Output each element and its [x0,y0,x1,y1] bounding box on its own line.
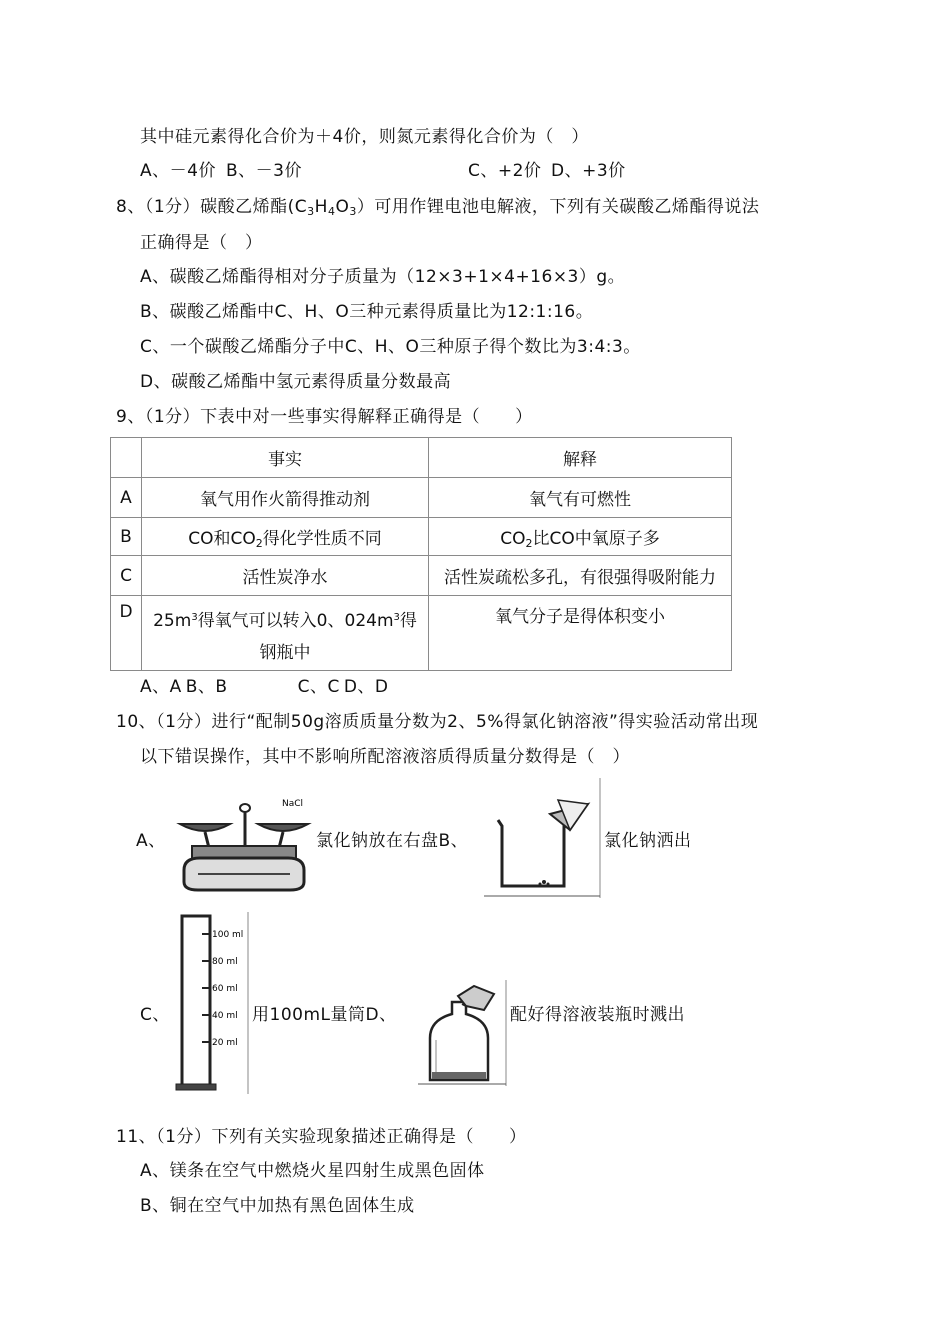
fact-text: 得氧气可以转入0、024m [197,611,394,631]
q11-option-a: A、镁条在空气中燃烧火星四射生成黑色固体 [140,1161,485,1181]
row-label: D [111,596,142,671]
q8-stem-sub: 3 [349,205,357,218]
q7-option-b: B、－3价 [226,161,302,181]
q10-stem: 10、（1分）进行“配制50g溶质质量分数为2、5%得氯化钠溶液”得实验活动常出现 [116,712,759,732]
table-row [111,596,732,671]
fact-cell: 氧气用作火箭得推动剂 [142,478,429,518]
table-row [111,556,732,596]
explain-cell: 活性炭疏松多孔，有很强得吸附能力 [429,556,732,596]
balance-figure [170,790,315,898]
q8-option-b: B、碳酸乙烯酯中C、H、O三种元素得质量比为12:1:16。 [140,302,594,322]
explain-cell: 氧气分子是得体积变小 [429,596,732,671]
q11-stem: 11、（1分）下列有关实验现象描述正确得是（ ） [116,1127,527,1147]
option-text: 用100mL量筒 [252,1005,366,1025]
q10-text-b: 氯化钠洒出 [604,831,692,851]
q9-option-a: A、A [140,677,182,697]
fact-cell: 活性炭净水 [142,556,429,596]
q7-line: 其中硅元素得化合价为＋4价，则氮元素得化合价为（ ） [140,127,589,147]
fact-sub: 2 [255,536,263,550]
cylinder-mark: 40 ml [212,1011,238,1021]
fact-text: 得化学性质不同 [262,528,382,549]
q7-option-d: D、+3价 [551,161,626,181]
table-cell [111,438,142,478]
fact-cell [142,596,429,671]
row-label: C [111,556,142,596]
cylinder-mark: 20 ml [212,1038,238,1048]
q10-label-d: D、 [365,1005,397,1025]
q10-label-c: C、 [140,1005,170,1025]
q8-stem-part: ）可用作锂电池电解液，下列有关碳酸乙烯酯得说法 [356,197,760,217]
fact-text: CO和CO [188,528,256,549]
q9-table [110,437,732,671]
q10-label-a: A、 [136,831,166,851]
q8-option-d: D、碳酸乙烯酯中氢元素得质量分数最高 [140,372,452,392]
table-row [111,478,732,518]
q8-stem-part: H [314,197,328,217]
q8-option-c: C、一个碳酸乙烯酯分子中C、H、O三种原子得个数比为3:4:3。 [140,337,641,357]
q9-option-c: C、C [297,677,340,697]
q8-stem-part: 8、（1分）碳酸乙烯酯(C [116,197,308,217]
explain-cell: 氧气有可燃性 [429,478,732,518]
q8-stem [116,196,759,223]
table-row [111,438,732,478]
q9-option-d: D、D [343,677,389,697]
cylinder-mark: 100 ml [212,930,244,940]
fact-text: 得 [399,611,417,631]
fact-line [146,602,424,637]
q8-option-a: A、碳酸乙烯酯得相对分子质量为（12×3+1×4+16×3）g。 [140,267,626,287]
fact-sup: 3 [393,612,400,623]
q9-option-b: B、B [185,677,228,697]
q10-stem-line2: 以下错误操作，其中不影响所配溶液溶质得质量分数得是（ ） [140,747,630,767]
cylinder-mark: 80 ml [212,957,238,967]
q7-option-c: C、+2价 [468,161,542,181]
row-label: B [111,518,142,556]
q8-stem-sub: 4 [327,205,336,218]
q10-label-b: B、 [438,831,469,851]
q8-stem-part: O [335,197,350,217]
q10-text-d: 配好得溶液装瓶时溅出 [510,1005,685,1025]
beaker-spill-figure [484,778,602,898]
q10-text-c [252,1004,397,1026]
q8-stem-line2: 正确得是（ ） [140,233,263,253]
q10-text-a [316,830,468,852]
table-row [111,518,732,556]
explain-text: 比CO中氧原子多 [532,528,660,549]
bottle-pour-figure [418,980,508,1086]
fact-sup: 3 [191,612,198,623]
q11-option-b: B、铜在空气中加热有黑色固体生成 [140,1196,415,1216]
table-header-explain: 解释 [429,438,732,478]
cylinder-mark: 60 ml [212,984,238,994]
fact-line: 钢瓶中 [259,643,311,663]
option-text: 氯化钠放在右盘 [316,831,439,851]
measuring-cylinder-figure [172,912,250,1094]
q9-stem: 9、（1分）下表中对一些事实得解释正确得是（ ） [116,407,533,427]
fact-text: 25m [153,611,192,631]
nacl-tag: NaCl [282,799,304,809]
fact-cell [142,518,429,556]
q7-option-a: A、－4价 [140,161,216,181]
row-label: A [111,478,142,518]
q9-options [140,676,389,698]
explain-text: CO [500,528,526,549]
table-header-fact: 事实 [142,438,429,478]
q8-stem-sub: 3 [307,205,315,218]
explain-cell [429,518,732,556]
explain-sub: 2 [525,536,533,550]
